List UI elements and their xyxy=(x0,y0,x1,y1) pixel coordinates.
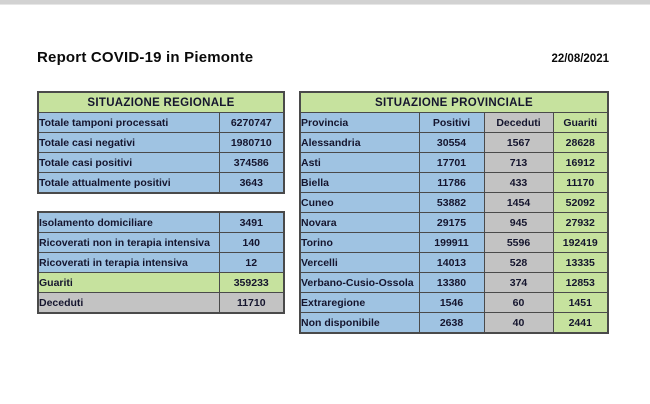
provincial-table xyxy=(299,91,609,334)
cell-deceduti: 374 xyxy=(484,273,553,293)
cell-guariti: 1451 xyxy=(553,293,608,313)
cell-positivi: 30554 xyxy=(419,133,484,153)
cell-guariti: 16912 xyxy=(553,153,608,173)
stat-label: Totale casi negativi xyxy=(38,133,219,153)
cell-positivi: 1546 xyxy=(419,293,484,313)
cell-provincia: Cuneo xyxy=(300,193,419,213)
stat-label: Ricoverati in terapia intensiva xyxy=(38,253,219,273)
table-row xyxy=(38,253,284,273)
table-row xyxy=(300,293,608,313)
cell-guariti: 27932 xyxy=(553,213,608,233)
table-row xyxy=(300,273,608,293)
cell-positivi: 14013 xyxy=(419,253,484,273)
top-gray-bar xyxy=(0,0,650,5)
cell-positivi: 13380 xyxy=(419,273,484,293)
cell-provincia: Extraregione xyxy=(300,293,419,313)
cell-guariti: 2441 xyxy=(553,313,608,334)
table-row xyxy=(300,253,608,273)
stat-label: Guariti xyxy=(38,273,219,293)
table-row xyxy=(300,193,608,213)
cell-deceduti: 1567 xyxy=(484,133,553,153)
provincial-section xyxy=(299,91,609,334)
cell-guariti: 12853 xyxy=(553,273,608,293)
table-row xyxy=(300,233,608,253)
cell-deceduti: 713 xyxy=(484,153,553,173)
provincial-table-header: SITUAZIONE PROVINCIALE xyxy=(300,92,608,113)
cell-positivi: 2638 xyxy=(419,313,484,334)
cell-guariti: 28628 xyxy=(553,133,608,153)
cell-provincia: Non disponibile xyxy=(300,313,419,334)
stat-label: Ricoverati non in terapia intensiva xyxy=(38,233,219,253)
table-row xyxy=(300,313,608,334)
regional-table-header: SITUAZIONE REGIONALE xyxy=(38,92,284,113)
column-header-row xyxy=(300,113,608,133)
cell-provincia: Biella xyxy=(300,173,419,193)
cell-provincia: Vercelli xyxy=(300,253,419,273)
cell-deceduti: 433 xyxy=(484,173,553,193)
page-title: Report COVID-19 in Piemonte xyxy=(37,49,254,66)
cell-positivi: 17701 xyxy=(419,153,484,173)
stat-label: Isolamento domiciliare xyxy=(38,212,219,233)
cell-guariti: 13335 xyxy=(553,253,608,273)
col-header-provincia: Provincia xyxy=(300,113,419,133)
regional-table-1 xyxy=(37,91,285,194)
stat-value: 374586 xyxy=(219,153,284,173)
stat-label: Deceduti xyxy=(38,293,219,314)
cell-positivi: 29175 xyxy=(419,213,484,233)
cell-positivi: 11786 xyxy=(419,173,484,193)
stat-value: 12 xyxy=(219,253,284,273)
col-header-guariti: Guariti xyxy=(553,113,608,133)
cell-guariti: 11170 xyxy=(553,173,608,193)
table-row-deceduti xyxy=(38,293,284,314)
stat-label: Totale casi positivi xyxy=(38,153,219,173)
table-row xyxy=(300,213,608,233)
cell-provincia: Torino xyxy=(300,233,419,253)
cell-provincia: Alessandria xyxy=(300,133,419,153)
stat-value: 11710 xyxy=(219,293,284,314)
table-row xyxy=(300,173,608,193)
table-row xyxy=(38,212,284,233)
col-header-deceduti: Deceduti xyxy=(484,113,553,133)
regional-table-2 xyxy=(37,211,285,314)
table-row xyxy=(300,133,608,153)
cell-provincia: Novara xyxy=(300,213,419,233)
col-header-positivi: Positivi xyxy=(419,113,484,133)
stat-value: 1980710 xyxy=(219,133,284,153)
cell-provincia: Asti xyxy=(300,153,419,173)
table-row xyxy=(300,153,608,173)
table-row xyxy=(38,233,284,253)
regional-section xyxy=(37,91,285,314)
cell-deceduti: 1454 xyxy=(484,193,553,213)
table-row xyxy=(38,113,284,133)
cell-deceduti: 40 xyxy=(484,313,553,334)
cell-provincia: Verbano-Cusio-Ossola xyxy=(300,273,419,293)
stat-value: 140 xyxy=(219,233,284,253)
cell-deceduti: 945 xyxy=(484,213,553,233)
stat-value: 3491 xyxy=(219,212,284,233)
table-row xyxy=(38,153,284,173)
stat-label: Totale attualmente positivi xyxy=(38,173,219,194)
table-row xyxy=(38,173,284,194)
table-row xyxy=(38,133,284,153)
stat-value: 6270747 xyxy=(219,113,284,133)
cell-guariti: 192419 xyxy=(553,233,608,253)
cell-deceduti: 60 xyxy=(484,293,553,313)
stat-label: Totale tamponi processati xyxy=(38,113,219,133)
cell-guariti: 52092 xyxy=(553,193,608,213)
cell-deceduti: 5596 xyxy=(484,233,553,253)
cell-positivi: 199911 xyxy=(419,233,484,253)
stat-value: 359233 xyxy=(219,273,284,293)
report-date: 22/08/2021 xyxy=(551,53,609,65)
cell-deceduti: 528 xyxy=(484,253,553,273)
cell-positivi: 53882 xyxy=(419,193,484,213)
stat-value: 3643 xyxy=(219,173,284,194)
table-row-guariti xyxy=(38,273,284,293)
